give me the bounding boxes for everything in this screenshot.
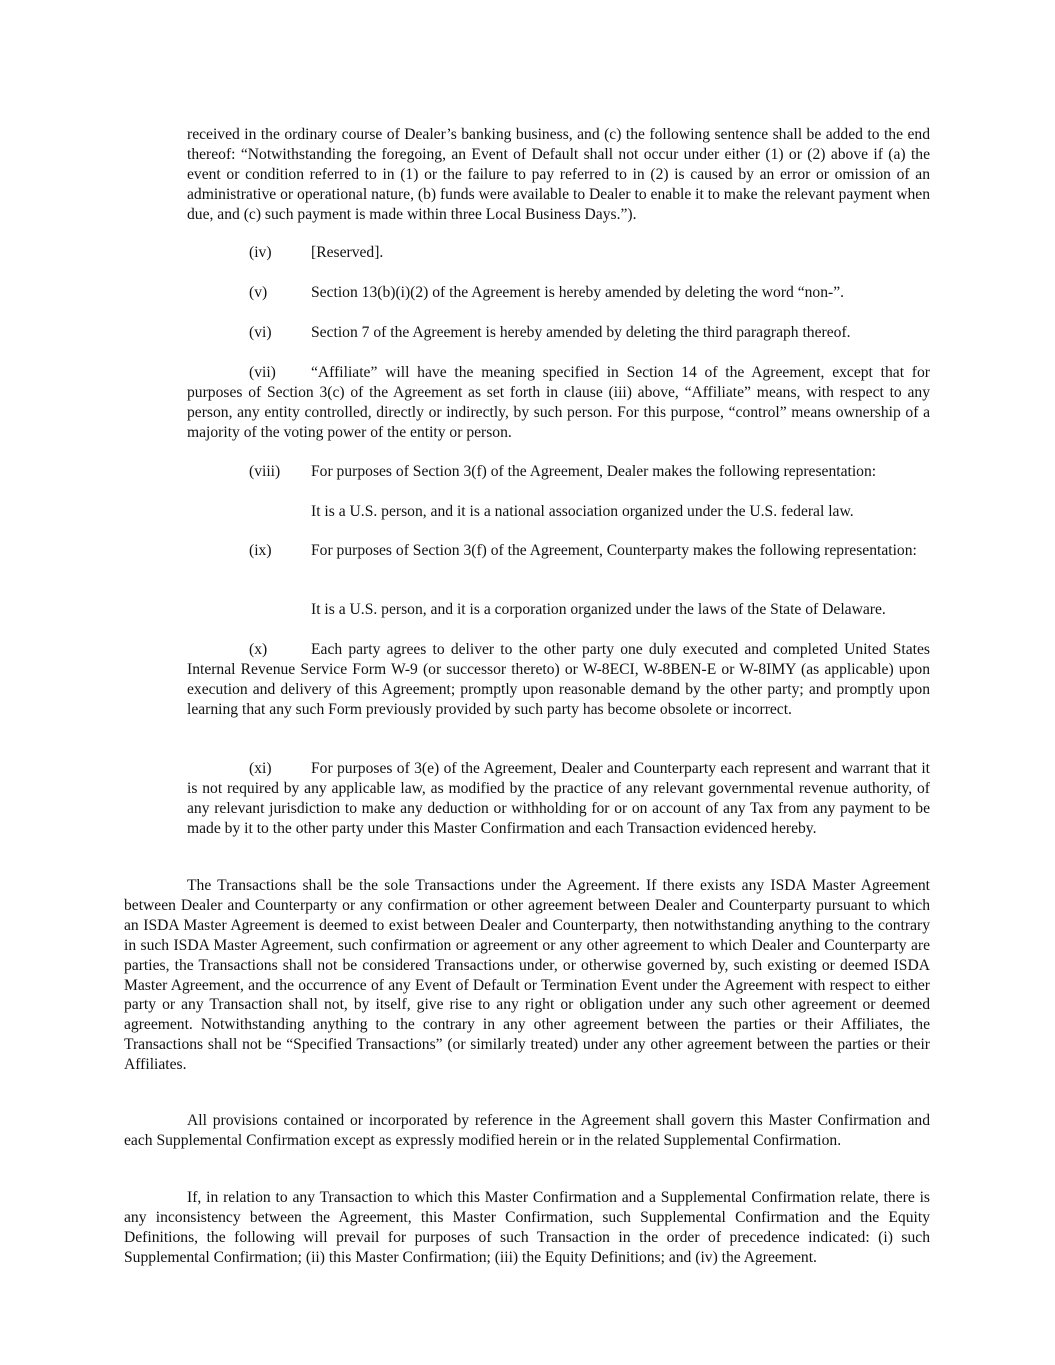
item-number: (ix) <box>249 542 272 559</box>
paragraph-provisions: All provisions contained or incorporated by reference in the Agreement shall govern this Master Confirmation and each Supplemental Confirmation except as expressly modified herein or in the related Supplemental Confirmation. <box>124 1112 930 1149</box>
item-text: Section 7 of the Agreement is hereby amended by deleting the third paragraph thereof. <box>311 324 851 341</box>
list-item-v <box>249 283 931 303</box>
representation-dealer: It is a U.S. person, and it is a national association organized under the U.S. federal law. <box>311 503 854 520</box>
list-item-viii <box>249 462 931 482</box>
list-item-iv <box>249 243 931 263</box>
item-text: Each party agrees to deliver to the other party one duly executed and completed United States Internal Revenue Service Form W-9 (or successor thereto) or W-8ECI, W-8BEN-E or W-8IMY (as applicable) upon execution and delivery of this Agreement; promptly upon reasonable demand by the other party; and promptly upon learning that any such Form previously provided by such party has become obsolete or incorrect. <box>187 641 930 718</box>
item-text: [Reserved]. <box>311 244 384 261</box>
item-text: Section 13(b)(i)(2) of the Agreement is hereby amended by deleting the word “non-”. <box>311 284 845 301</box>
item-text: For purposes of Section 3(f) of the Agreement, Counterparty makes the following representation: <box>311 542 917 559</box>
paragraph-transactions: The Transactions shall be the sole Transactions under the Agreement. If there exists any ISDA Master Agreement between Dealer and Counterparty or any confirmation or other agreement between Dealer and Counterparty pursuant to which an ISDA Master Agreement is deemed to exist between Dealer and Counterparty, then notwithstanding anything to the contrary in such ISDA Master Agreement, such confirmation or agreement or any other agreement to which Dealer and Counterparty are parties, the Transactions shall not be considered Transactions under, or otherwise governed by, such existing or deemed ISDA Master Agreement, and the occurrence of any Event of Default or Termination Event under the Agreement with respect to either party or any Transaction shall not, by itself, give rise to any right or obligation under any such other agreement or deemed agreement. Notwithstanding anything to the contrary in any other agreement between the parties or their Affiliates, the Transactions shall not be “Specified Transactions” (or similarly treated) under any other agreement between the parties or their Affiliates. <box>124 877 930 1074</box>
item-number: (iv) <box>249 244 272 261</box>
item-text: “Affiliate” will have the meaning specified in Section 14 of the Agreement, except that for purposes of Section 3(c) of the Agreement as set forth in clause (iii) above, “Affiliate” means, with respect to any person, any entity controlled, directly or indirectly, by such person. For this purpose, “control” means ownership of a majority of the voting power of the entity or person. <box>187 364 930 441</box>
item-number: (vii) <box>249 364 276 381</box>
item-number: (xi) <box>249 760 272 777</box>
list-item-ix <box>187 541 930 561</box>
list-item-xi <box>187 759 930 839</box>
item-text: For purposes of Section 3(f) of the Agreement, Dealer makes the following representation: <box>311 463 877 480</box>
representation-counterparty: It is a U.S. person, and it is a corporation organized under the laws of the State of Delaware. <box>311 601 886 618</box>
item-number: (x) <box>249 641 268 658</box>
item-number: (v) <box>249 284 268 301</box>
paragraph-top: received in the ordinary course of Dealer’s banking business, and (c) the following sentence shall be added to the end thereof: “Notwithstanding the foregoing, an Event of Default shall not occur under either (1) or (2) above if (a) the event or condition referred to in (1) or the failure to pay referred to in (2) is caused by an error or omission of an administrative or operational nature, (b) funds were available to Dealer to enable it to make the relevant payment when due, and (c) such payment is made within three Local Business Days.”). <box>187 126 930 223</box>
item-number: (viii) <box>249 463 281 480</box>
list-item-x <box>187 640 930 720</box>
item-number: (vi) <box>249 324 272 341</box>
paragraph-inconsistency: If, in relation to any Transaction to which this Master Confirmation and a Supplemental Confirmation relate, there is any inconsistency between the Agreement, this Master Confirmation, such Supplemental Confirmation and the Equity Definitions, the following will prevail for purposes of such Transaction in the order of precedence indicated: (i) such Supplemental Confirmation; (ii) this Master Confirmation; (iii) the Equity Definitions; and (iv) the Agreement. <box>124 1189 930 1266</box>
list-item-vii <box>187 363 930 443</box>
list-item-vi <box>249 323 931 343</box>
item-text: For purposes of 3(e) of the Agreement, Dealer and Counterparty each represent and warrant that it is not required by any applicable law, as modified by the practice of any relevant governmental revenue authority, of any relevant jurisdiction to make any deduction or withholding for or on account of any Tax from any payment to be made by it to the other party under this Master Confirmation and each Transaction evidenced hereby. <box>187 760 930 837</box>
